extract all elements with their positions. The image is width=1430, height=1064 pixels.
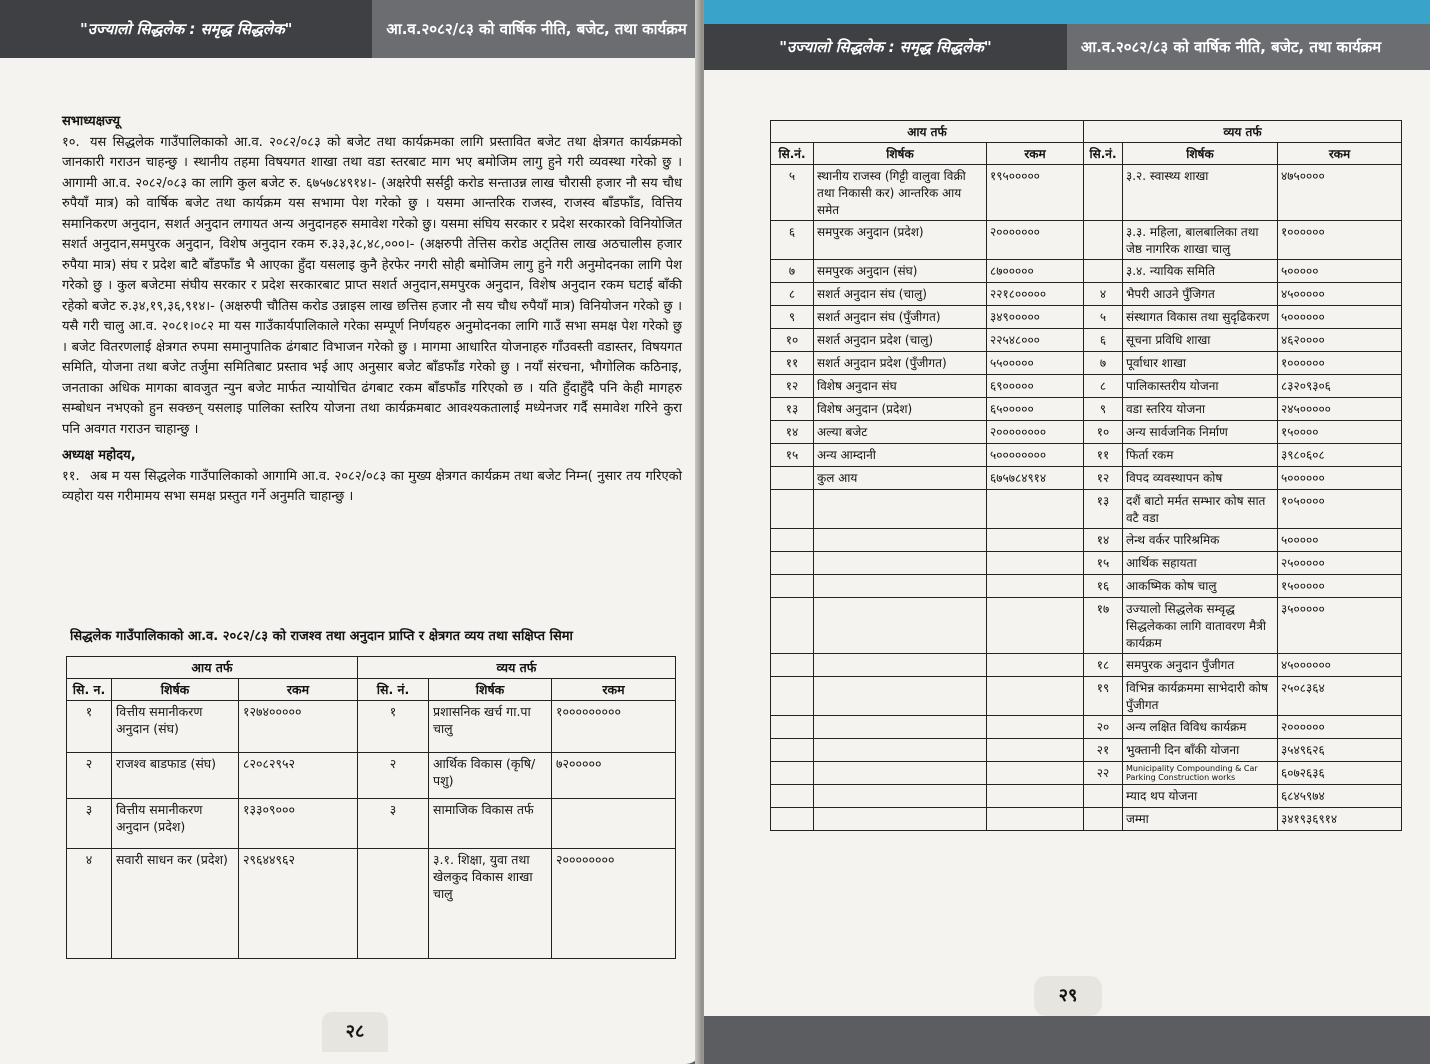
table-row: [67, 753, 676, 799]
col-header: सि.नं.: [771, 143, 814, 165]
income-amount: [987, 677, 1084, 716]
income-title: राजश्व बाडफाड (संघ): [112, 753, 239, 799]
col-header: शिर्षक: [1123, 143, 1278, 165]
income-amount: ६७५७८४९१४: [987, 467, 1084, 490]
expense-title: जम्मा: [1123, 808, 1278, 831]
income-title: सशर्त अनुदान संघ (पुँजीगत): [814, 306, 987, 329]
expense-title: सूचना प्रविधि शाखा: [1123, 329, 1278, 352]
income-no: [771, 490, 814, 529]
income-title: [814, 598, 987, 654]
col-header: शिर्षक: [814, 143, 987, 165]
header-slogan: "उज्यालो सिद्धलेक : समृद्ध सिद्धलेक": [704, 24, 1067, 70]
expense-amount: २००००००: [1278, 716, 1402, 739]
expense-title: ३.२. स्वास्थ्य शाखा: [1123, 165, 1278, 221]
table-row: [771, 444, 1402, 467]
income-no: [771, 654, 814, 677]
table-row: [771, 575, 1402, 598]
header-title: आ.व.२०८२/८३ को वार्षिक नीति, बजेट, तथा कार्यक्रम: [1067, 24, 1430, 70]
budget-table-right: [770, 120, 1402, 831]
expense-amount: ५००००००: [1278, 467, 1402, 490]
income-amount: ८७०००००: [987, 260, 1084, 283]
table-row: [771, 762, 1402, 785]
expense-title: लेन्थ वर्कर पारिश्रमिक: [1123, 529, 1278, 552]
table-row: [771, 739, 1402, 762]
expense-title: पालिकास्तरीय योजना: [1123, 375, 1278, 398]
income-no: १०: [771, 329, 814, 352]
expense-amount: २५०००००: [1278, 552, 1402, 575]
expense-no: [1084, 221, 1123, 260]
income-title: विशेष अनुदान (प्रदेश): [814, 398, 987, 421]
expense-no: [1084, 808, 1123, 831]
table-row: [771, 785, 1402, 808]
expense-amount: ८३२०९३०६: [1278, 375, 1402, 398]
table-row: [771, 165, 1402, 221]
expense-title: अन्य सार्वजनिक निर्माण: [1123, 421, 1278, 444]
paragraph-11: [62, 467, 682, 508]
table-row: [771, 221, 1402, 260]
expense-no: १: [358, 701, 429, 753]
income-no: [771, 575, 814, 598]
salutation-president: अध्यक्ष महोदय,: [62, 448, 136, 463]
expense-no: ५: [1084, 306, 1123, 329]
income-amount: ५००००००००: [987, 444, 1084, 467]
table-row: [771, 716, 1402, 739]
income-no: [771, 677, 814, 716]
income-amount: २०००००००: [987, 221, 1084, 260]
expense-title: उज्यालो सिद्धलेक सम्वृद्ध सिद्धलेकका लागि वातावरण मैत्री कार्यक्रम: [1123, 598, 1278, 654]
income-amount: ३४९०००००: [987, 306, 1084, 329]
income-no: १५: [771, 444, 814, 467]
income-no: ४: [67, 849, 112, 959]
income-title: [814, 762, 987, 785]
expense-title: Municipality Compounding & Car Parking Construction works: [1123, 762, 1278, 785]
income-amount: ६९०००००: [987, 375, 1084, 398]
table-caption: सिद्धलेक गाउँपालिकाको आ.व. २०८२/८३ को राजश्व तथा अनुदान प्राप्ति र क्षेत्रगत व्यय तथा सक्षिप्त सिमा: [70, 629, 573, 644]
table-row: [771, 260, 1402, 283]
income-no: [771, 598, 814, 654]
expense-amount: २५०८३६४: [1278, 677, 1402, 716]
income-amount: ५५०००००: [987, 352, 1084, 375]
expense-amount: ४५०००००: [1278, 283, 1402, 306]
col-header: सि. न.: [67, 679, 112, 701]
income-no: २: [67, 753, 112, 799]
top-band: [704, 0, 1430, 26]
expense-no: [1084, 785, 1123, 808]
expense-no: १५: [1084, 552, 1123, 575]
income-title: सशर्त अनुदान संघ (चालु): [814, 283, 987, 306]
col-header: रकम: [239, 679, 358, 701]
table-row: [771, 529, 1402, 552]
expense-title: संस्थागत विकास तथा सुदृढिकरण: [1123, 306, 1278, 329]
income-header: आय तर्फ: [67, 657, 358, 679]
table-row: [67, 799, 676, 849]
col-header: रकम: [552, 679, 676, 701]
expense-amount: ४७५००००: [1278, 165, 1402, 221]
expense-no: ७: [1084, 352, 1123, 375]
income-no: [771, 785, 814, 808]
expense-no: ६: [1084, 329, 1123, 352]
income-amount: २९६४४९६२: [239, 849, 358, 959]
income-title: सशर्त अनुदान प्रदेश (पुँजीगत): [814, 352, 987, 375]
expense-title: विभिन्न कार्यक्रममा साभेदारी कोष पुँजीगत: [1123, 677, 1278, 716]
col-header: सि.नं.: [1084, 143, 1123, 165]
income-title: [814, 739, 987, 762]
paragraph-text: अब म यस सिद्धलेक गाउँपालिकाको आगामि आ.व. २०८२/०८३ का मुख्य क्षेत्रगत कार्यक्रम तथा बजेट निम्न( नुसार तय गरिएको व्यहोरा यस गरीमामय सभा समक्ष प्रस्तुत गर्ने अनुमति चाहान्छु ।: [62, 468, 682, 504]
right-table-body: [771, 165, 1402, 831]
income-no: ७: [771, 260, 814, 283]
right-header: [704, 24, 1430, 70]
income-amount: १२७४०००००: [239, 701, 358, 753]
expense-title: फिर्ता रकम: [1123, 444, 1278, 467]
expense-amount: ३५०००००: [1278, 598, 1402, 654]
income-amount: [987, 598, 1084, 654]
income-title: [814, 552, 987, 575]
paragraph-text: यस सिद्धलेक गाउँपालिकाको आ.व. २०८२/०८३ को बजेट तथा कार्यक्रमका लागि प्रस्तावित बजेट तथा क्षेत्रगत कार्यक्रमको जानकारी गराउन चाहन्छु । स्थानीय तहमा विषयगत शाखा तथा वडा स्तरबाट माग भए बमोजिम लागु हुने गरी व्यवस्था गरेको छु । आगामी आ.व. २०८२/०८३ का लागि कुल बजेट रु. ६७५७८४९१४।- (अक्षरेपी सर्सट्ठी करोड सन्ताउन्न लाख चौरासी हजार नौ सय चौध रुपैयाँ मात्र) को वार्षिक बजेट तथा कार्यक्रम यस सभामा पेश गरेको छु । यसमा आन्तरिक राजस्व, राजस्व बाँडफाँड, वित्तिय समानिकरण अनुदान, सशर्त अनुदान लगायत अन्य अनुदानहरु समावेश गरेको छु। यसमा संघिय सरकार र प्रदेश सरकारको विनियोजित सशर्त अनुदान,समपुरक अनुदान, विशेष अनुदान रकम रु.३३,३८,४८,०००।- (अक्षरुपी तेत्तिस करोड अट्तिस लाख अठचालीस हजार रुपैया मात्र) संघ र प्रदेश बाटै बाँडफाँड भै आएका हुँदा यसलाइ कुनै हेरफेर नगरी सोही बमोजिम लागु हुने गरी अनुमोदनका लागि पेश गरेको छु । कुल बजेटमा संघीय सरकार र प्रदेश सरकारबाट प्राप्त सशर्त अनुदान,समपुरक अनुदान, विशेष अनुदान रकम घटाई बाँकी रहेको बजेट रु.३४,१९,३६,९१४।- (अक्षरुपी चौतिस करोड उन्नाइस लाख छत्तिस हजार नौ सय चौध रुपैयाँ मात्र) विनियोजन गरेको छु । यसै गरी चालु आ.व. २०८१।०८२ मा यस गाउँकार्यपालिकाले गरेका सम्पूर्ण निर्णयहरु अनुमोदनका लागि गाउँ सभा समक्ष पेश गरेको छु । बजेट वितरणलाई क्षेत्रगत रुपमा समानुपातिक ढंगबाट विभाजन गरेको छु । मागमा आधारित योजनाहरु गाँउवस्ती वडास्तर, विषयगत समिति, योजना तथा बजेट तर्जुमा समितिबाट प्रस्ताव भई आए अनुसार बजेट बाँडफाँड गरेको छु । नयाँ संरचना, भौगोलिक कठिनाइ, जनताका अधिक मागका बावजुत न्युन बजेट मार्फत न्यायोचित ढंगबाट रकम बाँडफाँड गरिएको छ । यति हुँदाहुँदै पनि केही मागहरु सम्बोधन नभएको हुन सक्छन् यसलाइ पालिका स्तरिय योजना तथा कार्यक्रमबाट आवश्यकतालाई मध्येनजर गर्दै समावेश गरिने कुरा पनि अवगत गराउन चाहान्छु ।: [62, 134, 682, 437]
income-title: [814, 808, 987, 831]
expense-no: ३: [358, 799, 429, 849]
table-row: [67, 849, 676, 959]
page-number: २९: [1034, 976, 1102, 1016]
income-amount: [987, 762, 1084, 785]
expense-amount: ५०००००: [1278, 529, 1402, 552]
expense-title: विपद व्यवस्थापन कोष: [1123, 467, 1278, 490]
expense-no: १७: [1084, 598, 1123, 654]
expense-no: ११: [1084, 444, 1123, 467]
expense-amount: ७२०००००: [552, 753, 676, 799]
right-page: [704, 0, 1430, 1064]
header-title: आ.व.२०८२/८३ को वार्षिक नीति, बजेट, तथा कार्यक्रम: [372, 0, 700, 58]
table-row: [771, 654, 1402, 677]
expense-no: २१: [1084, 739, 1123, 762]
income-no: [771, 529, 814, 552]
income-amount: [987, 575, 1084, 598]
expense-no: ४: [1084, 283, 1123, 306]
table-row: [771, 808, 1402, 831]
expense-no: १६: [1084, 575, 1123, 598]
col-header: रकम: [987, 143, 1084, 165]
income-no: १४: [771, 421, 814, 444]
page-number: २८: [322, 1012, 388, 1052]
expense-title: आकष्मिक कोष चालु: [1123, 575, 1278, 598]
income-no: ५: [771, 165, 814, 221]
expense-title: भुक्तानी दिन बाँकी योजना: [1123, 739, 1278, 762]
footer-band: [704, 1016, 1430, 1064]
income-title: [814, 785, 987, 808]
expense-no: २२: [1084, 762, 1123, 785]
table-row: [771, 677, 1402, 716]
expense-no: १४: [1084, 529, 1123, 552]
expense-title: प्रशासनिक खर्च गा.पा चालु: [429, 701, 552, 753]
expense-amount: २००००००००: [552, 849, 676, 959]
table-row: [771, 306, 1402, 329]
income-no: ६: [771, 221, 814, 260]
expense-no: २०: [1084, 716, 1123, 739]
speech-body: [62, 112, 682, 508]
income-amount: [987, 552, 1084, 575]
income-no: [771, 739, 814, 762]
paragraph-number: ११.: [62, 468, 80, 484]
expense-amount: [552, 799, 676, 849]
income-no: [771, 552, 814, 575]
paragraph-10: [62, 133, 682, 441]
income-amount: १९५०००००: [987, 165, 1084, 221]
income-amount: ६५०००००: [987, 398, 1084, 421]
income-amount: [987, 654, 1084, 677]
income-title: समपुरक अनुदान (संघ): [814, 260, 987, 283]
income-amount: २२१८०००००: [987, 283, 1084, 306]
table-row: [771, 421, 1402, 444]
table-row: [771, 329, 1402, 352]
income-title: वित्तीय समानीकरण अनुदान (संघ): [112, 701, 239, 753]
expense-no: २: [358, 753, 429, 799]
expense-header: व्यय तर्फ: [358, 657, 676, 679]
income-title: कुल आय: [814, 467, 987, 490]
left-header: [0, 0, 700, 58]
income-no: ११: [771, 352, 814, 375]
income-title: [814, 654, 987, 677]
income-title: [814, 490, 987, 529]
col-header: रकम: [1278, 143, 1402, 165]
expense-amount: ४५००००००: [1278, 654, 1402, 677]
expense-no: १९: [1084, 677, 1123, 716]
income-title: [814, 575, 987, 598]
income-amount: २००००००००: [987, 421, 1084, 444]
expense-title: आर्थिक विकास (कृषि/पशु): [429, 753, 552, 799]
expense-no: [1084, 260, 1123, 283]
income-title: सशर्त अनुदान प्रदेश (चालु): [814, 329, 987, 352]
expense-no: [1084, 165, 1123, 221]
income-no: [771, 467, 814, 490]
income-title: वित्तीय समानीकरण अनुदान (प्रदेश): [112, 799, 239, 849]
expense-title: ३.४. न्यायिक समिति: [1123, 260, 1278, 283]
income-amount: ८२०८२९५२: [239, 753, 358, 799]
expense-amount: १५०००००: [1278, 575, 1402, 598]
income-amount: [987, 739, 1084, 762]
expense-title: भैपरी आउने पुँजिगत: [1123, 283, 1278, 306]
budget-table-left: [66, 656, 676, 959]
expense-amount: १०५००००: [1278, 490, 1402, 529]
expense-title: आर्थिक सहायता: [1123, 552, 1278, 575]
expense-amount: ३५४९६२६: [1278, 739, 1402, 762]
expense-no: [358, 849, 429, 959]
expense-amount: २४५०००००: [1278, 398, 1402, 421]
income-no: १३: [771, 398, 814, 421]
table-row: [771, 352, 1402, 375]
expense-amount: १००००००: [1278, 221, 1402, 260]
expense-title: म्याद थप योजना: [1123, 785, 1278, 808]
expense-amount: ३९८०६०८: [1278, 444, 1402, 467]
income-title: अल्या बजेट: [814, 421, 987, 444]
income-no: [771, 808, 814, 831]
expense-amount: ५००००००: [1278, 306, 1402, 329]
income-title: अन्य आम्दानी: [814, 444, 987, 467]
expense-no: ८: [1084, 375, 1123, 398]
paragraph-number: १०.: [62, 134, 80, 150]
income-title: समपुरक अनुदान (प्रदेश): [814, 221, 987, 260]
left-page: [0, 0, 700, 1064]
expense-amount: ४६२००००: [1278, 329, 1402, 352]
expense-amount: ५०००००: [1278, 260, 1402, 283]
income-no: ९: [771, 306, 814, 329]
table-row: [771, 598, 1402, 654]
income-title: सवारी साधन कर (प्रदेश): [112, 849, 239, 959]
income-amount: [987, 490, 1084, 529]
table-row: [771, 552, 1402, 575]
table-row: [771, 490, 1402, 529]
expense-title: दशैं बाटो मर्मत सम्भार कोष सात वटै वडा: [1123, 490, 1278, 529]
salutation-chair: सभाध्यक्षज्यू: [62, 114, 121, 129]
income-no: ८: [771, 283, 814, 306]
expense-title: अन्य लक्षित विविध कार्यक्रम: [1123, 716, 1278, 739]
expense-title: पूर्वाधार शाखा: [1123, 352, 1278, 375]
table-row: [67, 701, 676, 753]
expense-title: ३.३. महिला, बालबालिका तथा जेष्ठ नागरिक शाखा चालु: [1123, 221, 1278, 260]
expense-amount: १००००००: [1278, 352, 1402, 375]
income-no: १: [67, 701, 112, 753]
income-header: आय तर्फ: [771, 121, 1084, 143]
expense-amount: ६८४५९७४: [1278, 785, 1402, 808]
table-row: [771, 375, 1402, 398]
expense-no: १२: [1084, 467, 1123, 490]
expense-title: वडा स्तरिय योजना: [1123, 398, 1278, 421]
expense-no: १३: [1084, 490, 1123, 529]
header-slogan: "उज्यालो सिद्धलेक : समृद्ध सिद्धलेक": [0, 0, 372, 58]
income-no: ३: [67, 799, 112, 849]
income-title: स्थानीय राजस्व (गिट्टी वालुवा विक्री तथा निकासी कर) आन्तरिक आय समेत: [814, 165, 987, 221]
income-amount: [987, 808, 1084, 831]
table-row: [771, 398, 1402, 421]
income-amount: [987, 716, 1084, 739]
col-header: शिर्षक: [429, 679, 552, 701]
income-no: [771, 716, 814, 739]
expense-title: समपुरक अनुदान पुँजीगत: [1123, 654, 1278, 677]
income-amount: २२५४८०००: [987, 329, 1084, 352]
table-row: [771, 467, 1402, 490]
income-title: विशेष अनुदान संघ: [814, 375, 987, 398]
expense-amount: ६०७२६३६: [1278, 762, 1402, 785]
income-no: [771, 762, 814, 785]
table-row: [771, 283, 1402, 306]
expense-amount: १५००००: [1278, 421, 1402, 444]
expense-no: ९: [1084, 398, 1123, 421]
income-title: [814, 677, 987, 716]
col-header: सि. नं.: [358, 679, 429, 701]
income-title: [814, 716, 987, 739]
expense-no: १८: [1084, 654, 1123, 677]
income-amount: [987, 529, 1084, 552]
expense-title: सामाजिक विकास तर्फ: [429, 799, 552, 849]
expense-amount: ३४१९३६९१४: [1278, 808, 1402, 831]
expense-title: ३.१. शिक्षा, युवा तथा खेलकुद विकास शाखा चालु: [429, 849, 552, 959]
expense-no: १०: [1084, 421, 1123, 444]
expense-amount: १०००००००००: [552, 701, 676, 753]
income-no: १२: [771, 375, 814, 398]
income-title: [814, 529, 987, 552]
income-amount: [987, 785, 1084, 808]
col-header: शिर्षक: [112, 679, 239, 701]
expense-header: व्यय तर्फ: [1084, 121, 1402, 143]
income-amount: १३३०९०००: [239, 799, 358, 849]
